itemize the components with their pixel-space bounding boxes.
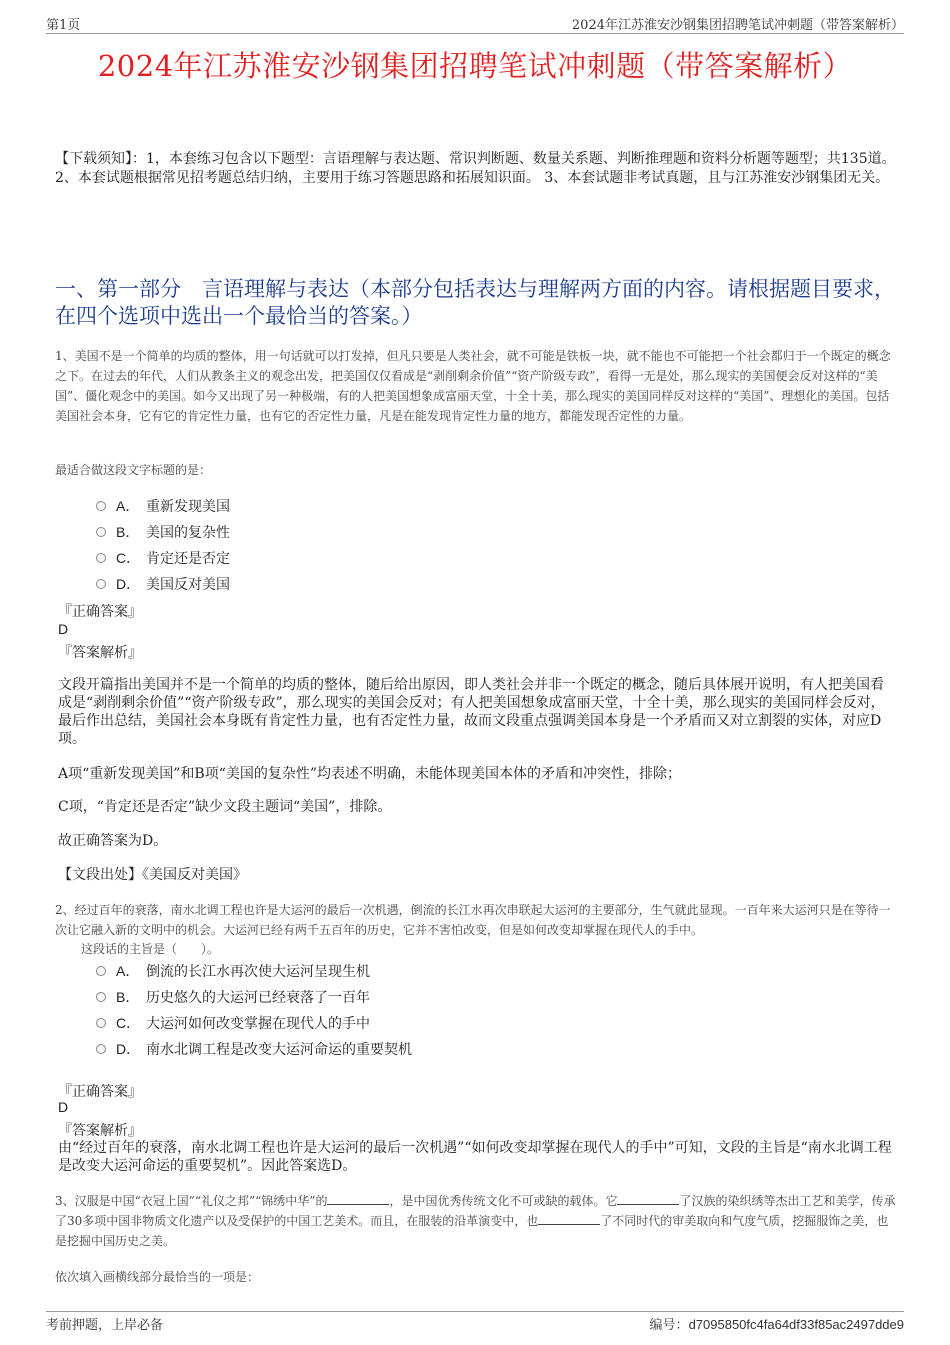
footer-divider (46, 1311, 904, 1312)
radio-button[interactable] (96, 527, 106, 537)
question-3-prompt: 依次填入画横线部分最恰当的一项是： (55, 1270, 260, 1284)
option-d[interactable]: D． 美国反对美国 (96, 571, 230, 597)
analysis-text: 文段开篇指出美国并不是一个简单的均质的整体，随后给出原因，即人类社会并非一个既定的概念，随后具体展开说明，有人把美国看成是“剥削剩余价值”“资产阶级专政”，那么现实的美国会反对；有人把美国想象成富丽天堂，十全十美，那么现实的美国同样会反对，最后作出总结，美国社会本身既有肯定性力量，也有否定性力量，故而文段重点强调美国本身是一个矛盾而又对立割裂的实体，对应D项。 (58, 677, 885, 747)
option-b[interactable]: B． 历史悠久的大运河已经衰落了一百年 (96, 984, 412, 1010)
footer-slogan: 考前押题，上岸必备 (46, 1318, 164, 1333)
analysis-text: C项，“肯定还是否定”缺少文段主题词“美国”，排除。 (58, 799, 392, 815)
download-notice: 【下载须知】：1，本套练习包含以下题型：言语理解与表达题、常识判断题、数量关系题、判断推理题和资料分析题等题型；共135道。 2、本套试题根据常见招考题总结归纳，主要用于练习答题思路和拓展知识面。 3、本套试题非考试真题，且与江苏淮安沙钢集团无关。 (55, 151, 896, 186)
footer-code: 编号：d7095850fc4fa64df33f85ac2497dde9 (649, 1317, 904, 1333)
option-a[interactable]: A． 重新发现美国 (96, 493, 230, 519)
analysis-text: A项“重新发现美国”和B项“美国的复杂性”均表述不明确，未能体现美国本体的矛盾和冲突性，排除； (58, 766, 682, 782)
option-a[interactable]: A． 倒流的长江水再次使大运河呈现生机 (96, 958, 412, 984)
page-number: 第1页 (46, 18, 81, 33)
radio-button[interactable] (96, 579, 106, 589)
question-3-text: 3、汉服是中国“衣冠上国”“礼仪之邦”“锦绣中华”的 ，是中国优秀传统文化不可或缺的载体。它 了汉族的染织绣等杰出工艺和美学，传承了30多项中国非物质文化遗产以及受保护的中国工艺美术。而且，在服装的沿革演变中，也 了不同时代的审美取向和气度气质，挖掘服饰之美，也是挖掘中国历史之美。 (55, 1194, 896, 1248)
analysis-text: 故正确答案为D。 (58, 833, 168, 849)
fill-blank[interactable] (327, 1192, 389, 1205)
question-1-text: 1、美国不是一个简单的均质的整体，用一句话就可以打发掉，但凡只要是人类社会，就不可能是铁板一块，就不能也不可能把一个社会都归于一个既定的概念之下。在过去的年代，人们从教条主义的观念出发，把美国仅仅看成是“剥削剩余价值”“资产阶级专政”，看得一无是处，那么现实的美国便会反对这样的“美国”、僵化观念中的美国。如今又出现了另一种极端，有的人把美国想象成富丽天堂，十全十美，那么现实的美国同样反对这样的“美国”、理想化的美国。包括美国社会本身，它有它的肯定性力量，也有它的否定性力量，凡是在能发现肯定性力量的地方，都能发现否定性的力量。 (55, 349, 891, 423)
radio-button[interactable] (96, 1044, 106, 1054)
radio-button[interactable] (96, 992, 106, 1002)
document-title: 2024年江苏淮安沙钢集团招聘笔试冲刺题（带答案解析） (97, 49, 853, 83)
header-doc-title: 2024年江苏淮安沙钢集团招聘笔试冲刺题（带答案解析） (571, 18, 904, 33)
option-b[interactable]: B． 美国的复杂性 (96, 519, 230, 545)
correct-answer: D (58, 1099, 69, 1115)
analysis-label: 『答案解析』 (58, 645, 142, 661)
radio-button[interactable] (96, 553, 106, 563)
radio-button[interactable] (96, 966, 106, 976)
answer-label: 『正确答案』 (58, 1084, 142, 1100)
question-2-prompt: 这段话的主旨是（ ）。 (81, 942, 220, 956)
correct-answer: D (58, 621, 69, 637)
answer-label: 『正确答案』 (58, 604, 142, 620)
fill-blank[interactable] (538, 1212, 600, 1225)
analysis-text: 由“经过百年的衰落，南水北调工程也许是大运河的最后一次机遇”“如何改变却掌握在现代人的手中”可知，文段的主旨是“南水北调工程是改变大运河命运的重要契机”。因此答案选D。 (58, 1140, 892, 1174)
option-c[interactable]: C． 肯定还是否定 (96, 545, 230, 571)
analysis-label: 『答案解析』 (58, 1123, 142, 1139)
page-header (46, 14, 904, 34)
question-2-text: 2、经过百年的衰落，南水北调工程也许是大运河的最后一次机遇，倒流的长江水再次串联起大运河的主要部分，生气就此显现。一百年来大运河只是在等待一次让它融入新的文明中的机会。大运河已经有两千五百年的历史，它并不害怕改变，但是如何改变却掌握在现代人的手中。 (55, 903, 891, 937)
header-divider (46, 33, 904, 34)
question-1-prompt: 最适合做这段文字标题的是： (55, 463, 212, 477)
section-title: 一、第一部分 言语理解与表达（本部分包括表达与理解两方面的内容。请根据题目要求，在四个选项中选出一个最恰当的答案。） (55, 277, 895, 328)
question-1-options (96, 493, 230, 597)
question-2-options (96, 958, 412, 1062)
fill-blank[interactable] (617, 1192, 679, 1205)
passage-source: 【文段出处】《美国反对美国》 (58, 867, 247, 883)
option-d[interactable]: D． 南水北调工程是改变大运河命运的重要契机 (96, 1036, 412, 1062)
radio-button[interactable] (96, 1018, 106, 1028)
radio-button[interactable] (96, 501, 106, 511)
page-footer (46, 1314, 904, 1334)
option-c[interactable]: C． 大运河如何改变掌握在现代人的手中 (96, 1010, 412, 1036)
